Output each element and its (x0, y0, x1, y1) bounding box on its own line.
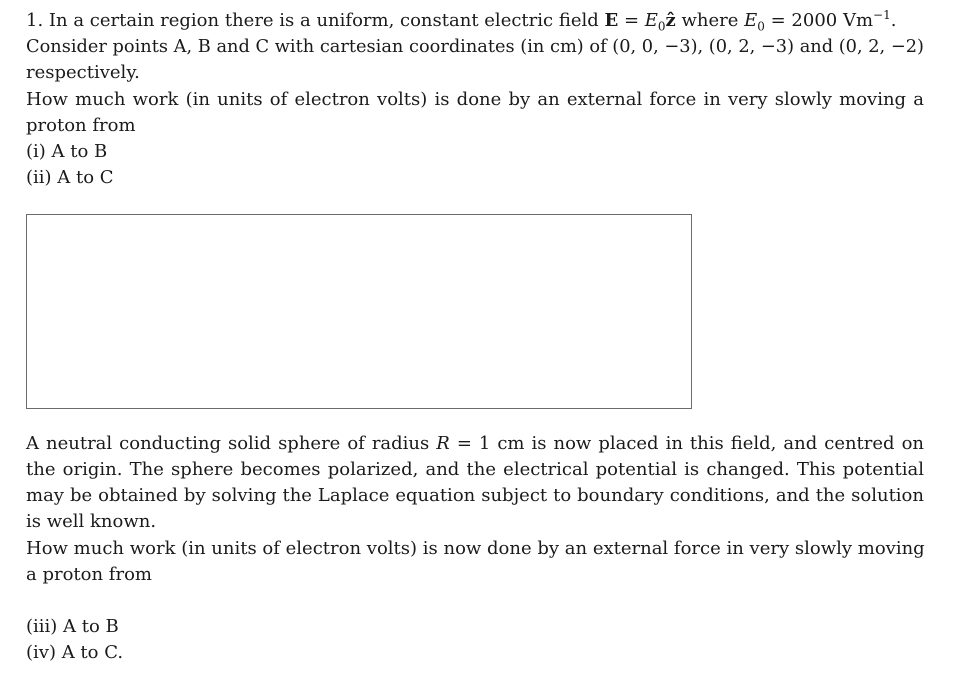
period: . (890, 10, 897, 31)
field-magnitude-symbol-2: E (744, 10, 758, 31)
prompt2-line-1: How much work (in units of electron volts) is now done by an external force in very slowly moving (26, 538, 925, 559)
z-hat-symbol: ẑ (665, 10, 676, 31)
sphere-line-4: is well known. (26, 511, 157, 532)
part-iv: (iv) A to C. (26, 642, 124, 663)
sphere-line-1 (26, 431, 924, 457)
prompt1-line-1: How much work (in units of electron volts) is done by an external force in very slowly moving a (26, 89, 924, 110)
sphere-text-b: = 1 cm is now placed in this field, and centred on (449, 433, 925, 454)
prompt2-line-2: a proton from (26, 564, 152, 585)
part-i: (i) A to B (26, 141, 108, 162)
sphere-line-2: the origin. The sphere becomes polarized, and the electrical potential is changed. This potential (26, 459, 924, 480)
sphere-text-a: A neutral conducting solid sphere of radius (26, 433, 437, 454)
subscript-zero-2: 0 (757, 19, 765, 34)
answer-box[interactable] (26, 214, 692, 409)
intro-line-2: Consider points A, B and C with cartesian coordinates (in cm) of (0, 0, −3), (0, 2, −3) and (0, 2, −2) (26, 36, 924, 57)
unit-exponent: −1 (873, 8, 891, 22)
intro-line-3: respectively. (26, 62, 140, 83)
prompt1-line-2: proton from (26, 115, 136, 136)
equals-sign: = (618, 10, 645, 31)
where-text: where (675, 10, 745, 31)
part-iii: (iii) A to B (26, 616, 119, 637)
field-value: = 2000 Vm (764, 10, 874, 31)
field-vector-symbol: E (604, 10, 619, 31)
part-ii: (ii) A to C (26, 167, 114, 188)
field-magnitude-symbol: E (644, 10, 658, 31)
sphere-line-3: may be obtained by solving the Laplace equation subject to boundary conditions, and the solution (26, 485, 924, 506)
radius-symbol: R (436, 433, 450, 454)
intro-line-1 (26, 8, 896, 34)
subscript-zero: 0 (657, 19, 666, 34)
intro-text: 1. In a certain region there is a uniform, constant electric field (26, 10, 605, 31)
